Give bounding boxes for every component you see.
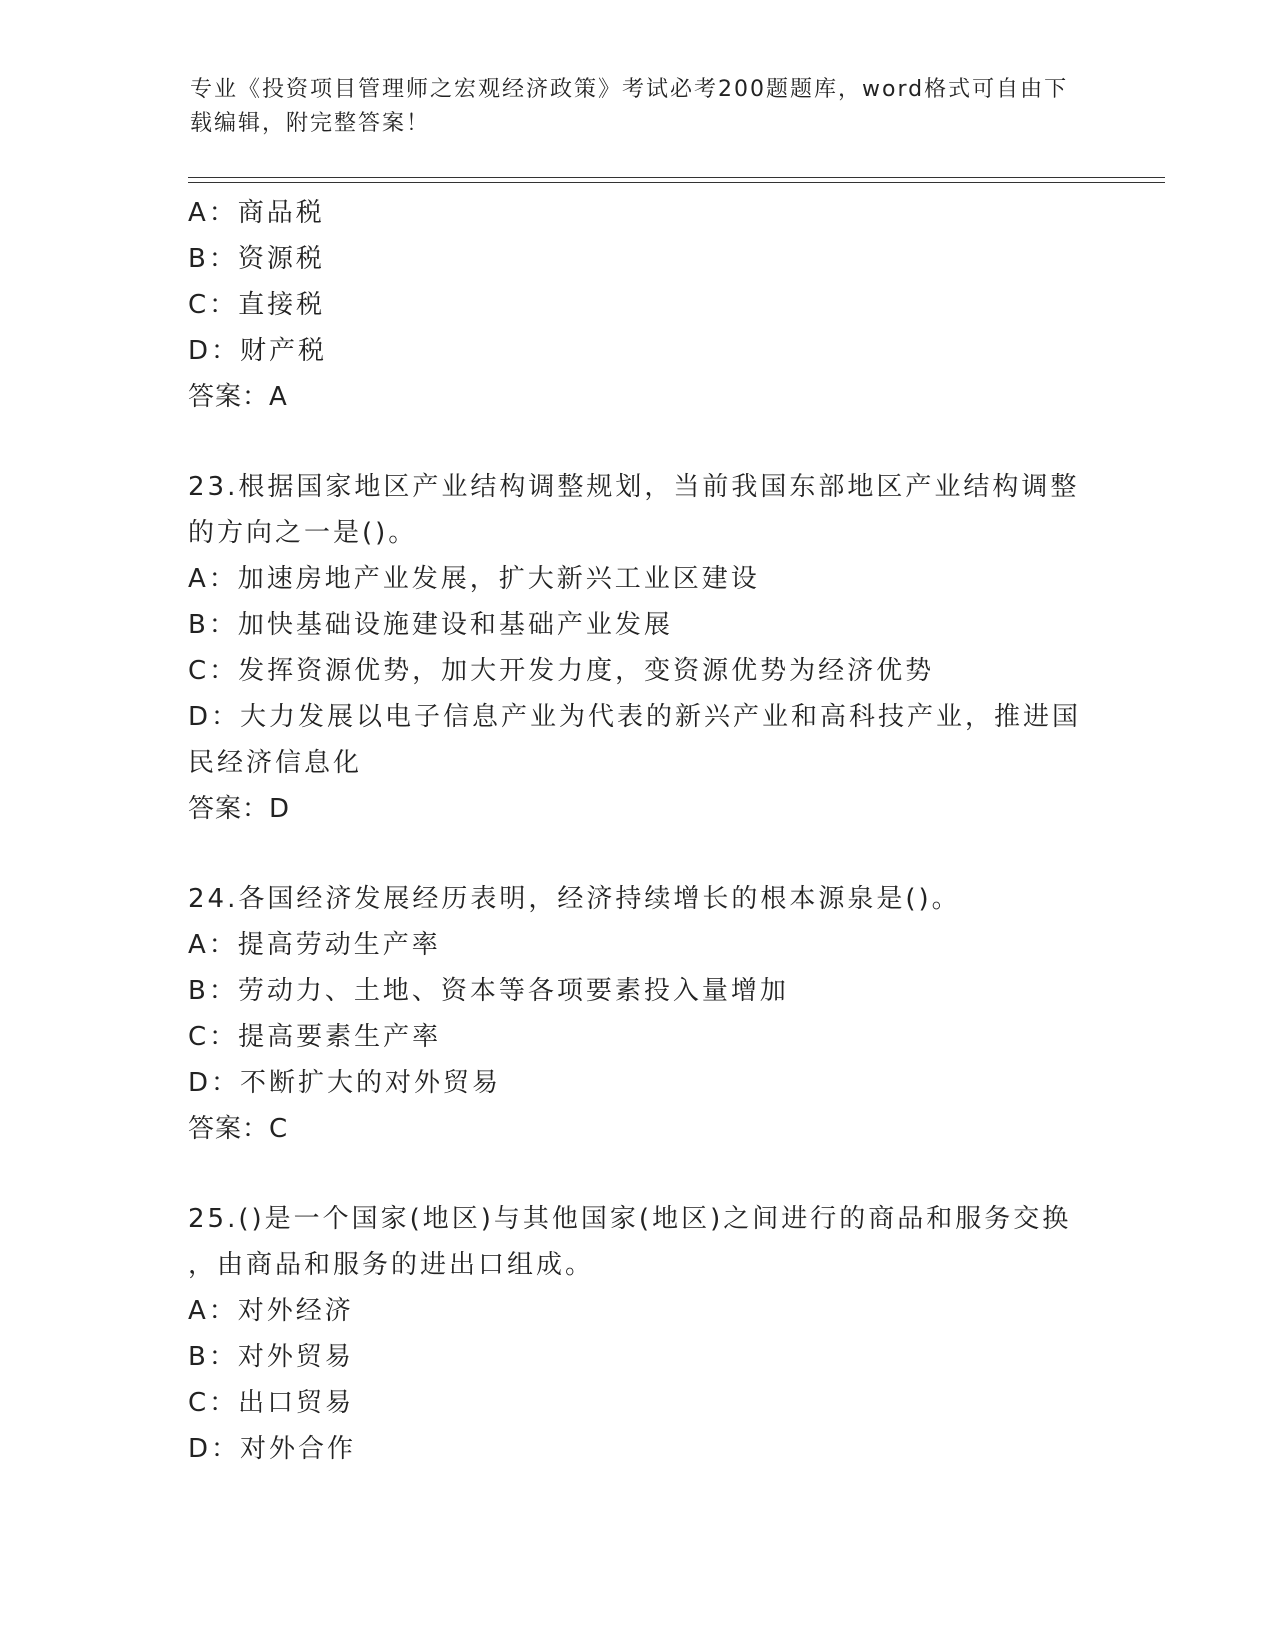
option-d-continuation: 民经济信息化 bbox=[188, 748, 363, 778]
answer: 答案：A bbox=[188, 382, 288, 412]
question-content bbox=[188, 190, 1088, 1472]
question-block-24 bbox=[188, 876, 1088, 1152]
question-stem: 24.各国经济发展经历表明，经济持续增长的根本源泉是()。 bbox=[188, 884, 961, 914]
option-d: D：大力发展以电子信息产业为代表的新兴产业和高科技产业，推进国 bbox=[188, 702, 1082, 732]
option-b: B：加快基础设施建设和基础产业发展 bbox=[188, 610, 673, 640]
option-b: B：劳动力、土地、资本等各项要素投入量增加 bbox=[188, 976, 789, 1006]
header-divider-bottom bbox=[188, 182, 1165, 183]
spacer bbox=[188, 832, 1088, 876]
answer: 答案：C bbox=[188, 1114, 289, 1144]
question-stem: 25.()是一个国家(地区)与其他国家(地区)之间进行的商品和服务交换 bbox=[188, 1204, 1072, 1234]
document-header: 专业《投资项目管理师之宏观经济政策》考试必考200题题库，word格式可自由下载编辑，附完整答案！ bbox=[190, 77, 1069, 136]
answer: 答案：D bbox=[188, 794, 291, 824]
header-divider-top bbox=[188, 177, 1165, 178]
spacer bbox=[188, 1152, 1088, 1196]
option-c: C：直接税 bbox=[188, 290, 326, 320]
question-stem-continuation: 的方向之一是()。 bbox=[188, 518, 418, 548]
spacer bbox=[188, 420, 1088, 464]
option-a: A：提高劳动生产率 bbox=[188, 930, 441, 960]
option-a: A：加速房地产业发展，扩大新兴工业区建设 bbox=[188, 564, 760, 594]
question-block-22 bbox=[188, 190, 1088, 420]
option-b: B：资源税 bbox=[188, 244, 325, 274]
option-b: B：对外贸易 bbox=[188, 1342, 354, 1372]
option-c: C：提高要素生产率 bbox=[188, 1022, 442, 1052]
question-block-23 bbox=[188, 464, 1088, 832]
option-d: D：对外合作 bbox=[188, 1434, 357, 1464]
question-stem: 23.根据国家地区产业结构调整规划，当前我国东部地区产业结构调整 bbox=[188, 472, 1080, 502]
option-a: A：商品税 bbox=[188, 198, 325, 228]
option-a: A：对外经济 bbox=[188, 1296, 354, 1326]
question-block-25 bbox=[188, 1196, 1088, 1472]
option-d: D：不断扩大的对外贸易 bbox=[188, 1068, 502, 1098]
option-c: C：出口贸易 bbox=[188, 1388, 355, 1418]
question-stem-continuation: ，由商品和服务的进出口组成。 bbox=[188, 1250, 595, 1280]
option-c: C：发挥资源优势，加大开发力度，变资源优势为经济优势 bbox=[188, 656, 935, 686]
option-d: D：财产税 bbox=[188, 336, 328, 366]
